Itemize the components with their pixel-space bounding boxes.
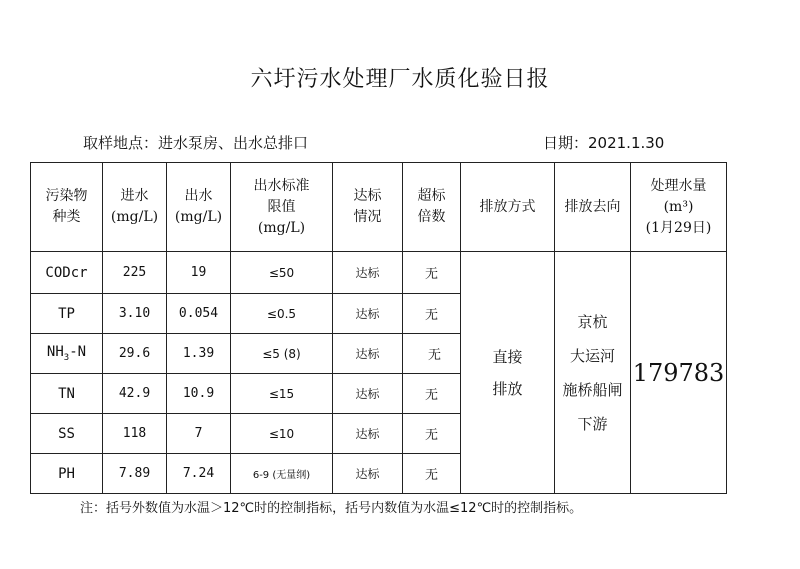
effluent-value: 7 [167, 414, 231, 454]
header-discharge-method: 排放方式 [461, 163, 555, 252]
treated-volume: 179783 [631, 252, 727, 494]
effluent-value: 1.39 [167, 334, 231, 374]
influent-value: 42.9 [103, 374, 167, 414]
pollutant-name: PH [31, 454, 103, 494]
influent-value: 225 [103, 252, 167, 294]
compliance-status: 达标 [333, 454, 403, 494]
header-compliance: 达标 情况 [333, 163, 403, 252]
exceed-value: 无 [403, 294, 461, 334]
header-exceed: 超标 倍数 [403, 163, 461, 252]
limit-value: ≤5 (8) [231, 334, 333, 374]
effluent-value: 10.9 [167, 374, 231, 414]
pollutant-name: TN [31, 374, 103, 414]
effluent-value: 19 [167, 252, 231, 294]
water-quality-table [30, 162, 727, 494]
exceed-value: 无 [403, 414, 461, 454]
footnote: 注：括号外数值为水温＞12℃时的控制指标，括号内数值为水温≤12℃时的控制指标。 [80, 501, 583, 516]
compliance-status: 达标 [333, 334, 403, 374]
effluent-value: 7.24 [167, 454, 231, 494]
compliance-status: 达标 [333, 252, 403, 294]
exceed-value: 无 [403, 334, 461, 374]
exceed-value: 无 [403, 252, 461, 294]
report-date: 日期：2021.1.30 [543, 134, 665, 152]
pollutant-name: CODcr [31, 252, 103, 294]
compliance-status: 达标 [333, 374, 403, 414]
exceed-value: 无 [403, 374, 461, 414]
pollutant-name: $NH_3-N$ [31, 334, 103, 374]
header-row [31, 163, 727, 252]
limit-value: ≤15 [231, 374, 333, 414]
effluent-value: 0.054 [167, 294, 231, 334]
pollutant-name: TP [31, 294, 103, 334]
limit-value: 6-9 (无量纲) [231, 454, 333, 494]
header-volume: 处理水量 (m³) (1月29日) [631, 163, 727, 252]
compliance-status: 达标 [333, 414, 403, 454]
table-row [31, 252, 727, 294]
discharge-method: 直接 排放 [461, 252, 555, 494]
limit-value: ≤50 [231, 252, 333, 294]
influent-value: 3.10 [103, 294, 167, 334]
exceed-value: 无 [403, 454, 461, 494]
limit-value: ≤0.5 [231, 294, 333, 334]
header-effluent: 出水 (mg/L) [167, 163, 231, 252]
header-discharge-destination: 排放去向 [555, 163, 631, 252]
discharge-destination: 京杭 大运河 施桥船闸 下游 [555, 252, 631, 494]
header-influent: 进水 (mg/L) [103, 163, 167, 252]
influent-value: 7.89 [103, 454, 167, 494]
sampling-location: 取样地点：进水泵房、出水总排口 [83, 134, 309, 152]
compliance-status: 达标 [333, 294, 403, 334]
header-pollutant: 污染物 种类 [31, 163, 103, 252]
influent-value: 118 [103, 414, 167, 454]
report-title: 六圩污水处理厂水质化验日报 [250, 67, 550, 92]
influent-value: 29.6 [103, 334, 167, 374]
header-limit: 出水标准 限值 (mg/L) [231, 163, 333, 252]
pollutant-name: SS [31, 414, 103, 454]
limit-value: ≤10 [231, 414, 333, 454]
